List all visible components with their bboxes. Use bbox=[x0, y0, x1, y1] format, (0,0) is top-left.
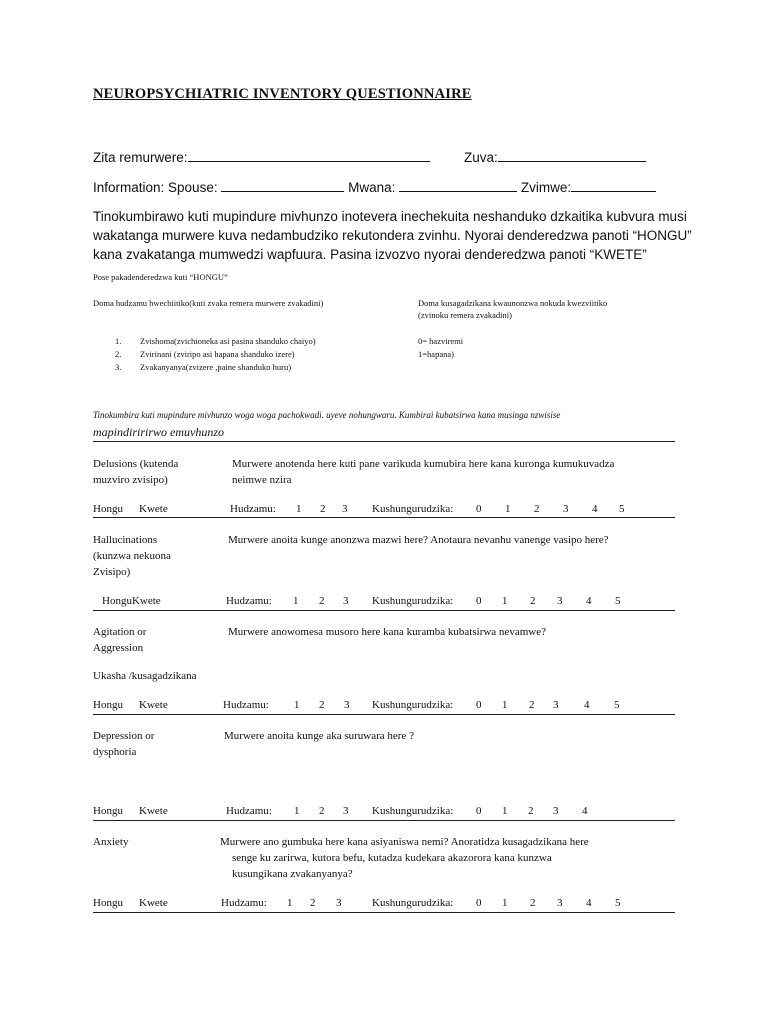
severity-3[interactable]: 3 bbox=[336, 897, 342, 909]
item-anxiety-question-2: senge ku zarirwa, kutora befu, kutadza kudekara akazorora kana kunzwa bbox=[232, 852, 552, 864]
distress-3[interactable]: 3 bbox=[553, 699, 559, 711]
spouse-line[interactable] bbox=[221, 178, 344, 192]
date-line[interactable] bbox=[498, 148, 646, 162]
distress-4[interactable]: 4 bbox=[582, 805, 588, 817]
distress-0[interactable]: 0 bbox=[476, 897, 482, 909]
child-line[interactable] bbox=[399, 178, 517, 192]
no-option[interactable]: Kwete bbox=[139, 897, 168, 909]
distress-2[interactable]: 2 bbox=[530, 897, 536, 909]
child-label: Mwana: bbox=[348, 180, 396, 195]
severity-item-2-text: Zvirinani (zviripo asi hapana shanduko izere) bbox=[140, 349, 295, 359]
yes-no-option[interactable]: HonguKwete bbox=[102, 595, 161, 607]
distress-5[interactable]: 5 bbox=[615, 595, 621, 607]
yes-option[interactable]: Hongu bbox=[93, 699, 123, 711]
distress-5[interactable]: 5 bbox=[615, 897, 621, 909]
severity-1[interactable]: 1 bbox=[296, 503, 302, 515]
other-line[interactable] bbox=[571, 178, 656, 192]
item-agitation-scale bbox=[93, 697, 675, 713]
distress-heading: Doma kusagadzikana kwaunonzwa nokuda kwezviitiko bbox=[418, 298, 608, 308]
yes-option[interactable]: Hongu bbox=[93, 805, 123, 817]
distress-3[interactable]: 3 bbox=[553, 805, 559, 817]
severity-3[interactable]: 3 bbox=[343, 805, 349, 817]
distress-item-0: 0= hazviremi bbox=[418, 336, 464, 346]
informant-row bbox=[93, 178, 656, 195]
distress-4[interactable]: 4 bbox=[584, 699, 590, 711]
distress-4[interactable]: 4 bbox=[586, 595, 592, 607]
row-divider bbox=[93, 912, 675, 913]
item-depression-question: Murwere anoita kunge aka suruwara here ? bbox=[224, 730, 414, 742]
item-delusions-question: Murwere anotenda here kuti pane varikuda kumubira here kana kuronga kumukuvadza neimwe nzira bbox=[232, 458, 615, 486]
answer-note: Tinokumbira kuti mupindure mivhunzo woga woga pachokwadi. uyeve nohungwaru. Kumbirai kubatsirwa kana musinga nzwisise bbox=[93, 410, 561, 420]
distress-2[interactable]: 2 bbox=[534, 503, 540, 515]
distress-0[interactable]: 0 bbox=[476, 595, 482, 607]
item-hallucinations-name-1: Hallucinations bbox=[93, 534, 158, 546]
distress-0[interactable]: 0 bbox=[476, 805, 482, 817]
severity-label: Hudzamu: bbox=[230, 503, 276, 515]
yes-option[interactable]: Hongu bbox=[93, 897, 123, 909]
severity-3[interactable]: 3 bbox=[344, 699, 350, 711]
intro-paragraph: Tinokumbirawo kuti mupindure mivhunzo inotevera inechekuita neshanduko dzkaitika kubvura musi wakatanga murwere kuva nedambudziko rekutondera zvinhu. Nyorai denderedzwa panoti “HONGU” kana zvakatanga mumwedzi wapfuura. Pasina izvozvo nyorai denderedzwa panoti “KWETE” bbox=[93, 209, 692, 262]
item-delusions-name-2: muzviro zvisipo) bbox=[93, 474, 168, 486]
distress-heading-2: (zvinoku remera zvakadini) bbox=[418, 310, 512, 320]
no-option[interactable]: Kwete bbox=[139, 699, 168, 711]
item-depression-scale bbox=[93, 803, 675, 819]
patient-name-label: Zita remurwere: bbox=[93, 150, 188, 165]
distress-2[interactable]: 2 bbox=[528, 805, 534, 817]
item-delusions-scale bbox=[93, 501, 675, 517]
severity-2[interactable]: 2 bbox=[319, 805, 325, 817]
distress-label: Kushungurudzika: bbox=[372, 595, 454, 607]
item-depression-name-1: Depression or bbox=[93, 730, 155, 742]
item-hallucinations-name-2: (kunzwa nekuona bbox=[93, 550, 171, 562]
distress-1[interactable]: 1 bbox=[502, 699, 508, 711]
severity-2[interactable]: 2 bbox=[310, 897, 316, 909]
item-hallucinations-scale bbox=[93, 593, 675, 609]
distress-4[interactable]: 4 bbox=[592, 503, 598, 515]
item-agitation-name-1: Agitation or bbox=[93, 626, 147, 638]
item-anxiety-scale bbox=[93, 895, 675, 911]
distress-2[interactable]: 2 bbox=[530, 595, 536, 607]
severity-2[interactable]: 2 bbox=[319, 595, 325, 607]
severity-item-3: 3. bbox=[115, 362, 122, 372]
distress-label: Kushungurudzika: bbox=[372, 805, 454, 817]
severity-1[interactable]: 1 bbox=[293, 595, 299, 607]
distress-4[interactable]: 4 bbox=[586, 897, 592, 909]
severity-1[interactable]: 1 bbox=[294, 805, 300, 817]
circle-note: Pose pakadenderedzwa kuti “HONGU” bbox=[93, 272, 228, 282]
row-divider bbox=[93, 610, 675, 611]
patient-name-line[interactable] bbox=[188, 148, 430, 162]
severity-label: Hudzamu: bbox=[223, 699, 269, 711]
item-depression-name-2: dysphoria bbox=[93, 746, 137, 758]
other-label: Zvimwe: bbox=[520, 180, 572, 195]
row-divider bbox=[93, 820, 675, 821]
distress-1[interactable]: 1 bbox=[502, 805, 508, 817]
item-delusions-name-1: Delusions (kutenda bbox=[93, 458, 179, 470]
distress-2[interactable]: 2 bbox=[529, 699, 535, 711]
patient-name-field[interactable] bbox=[93, 148, 430, 165]
no-option[interactable]: Kwete bbox=[139, 805, 168, 817]
distress-5[interactable]: 5 bbox=[614, 699, 620, 711]
distress-label: Kushungurudzika: bbox=[372, 897, 454, 909]
distress-item-1: 1=hapana) bbox=[418, 349, 454, 359]
severity-2[interactable]: 2 bbox=[320, 503, 326, 515]
answer-note-2: mapindiririrwo emuvhunzo bbox=[93, 425, 225, 439]
date-field[interactable] bbox=[464, 148, 646, 165]
severity-label: Hudzamu: bbox=[226, 595, 272, 607]
distress-5[interactable]: 5 bbox=[619, 503, 625, 515]
date-label: Zuva: bbox=[464, 150, 498, 165]
yes-option[interactable]: Hongu bbox=[93, 503, 123, 515]
item-agitation-question: Murwere anowomesa musoro here kana kuramba kubatsirwa nevamwe? bbox=[228, 626, 546, 638]
distress-3[interactable]: 3 bbox=[563, 503, 569, 515]
item-anxiety-question-1: Murwere ano gumbuka here kana asiyaniswa nemi? Anoratidza kusagadzikana here bbox=[220, 836, 589, 848]
distress-label: Kushungurudzika: bbox=[372, 503, 454, 515]
item-hallucinations-name-3: Zvisipo) bbox=[93, 566, 131, 578]
severity-1[interactable]: 1 bbox=[294, 699, 300, 711]
severity-heading: Doma hudzamu hwechiitiko(kuti zvaka remera murwere zvakadini) bbox=[93, 298, 324, 308]
severity-label: Hudzamu: bbox=[226, 805, 272, 817]
severity-item-2: 2. bbox=[115, 349, 122, 359]
row-divider bbox=[93, 517, 675, 518]
section-divider bbox=[93, 441, 675, 442]
distress-1[interactable]: 1 bbox=[502, 595, 508, 607]
item-agitation-extra: Ukasha /kusagadzikana bbox=[93, 670, 197, 682]
severity-1[interactable]: 1 bbox=[287, 897, 293, 909]
page-title: NEUROPSYCHIATRIC INVENTORY QUESTIONNAIRE bbox=[93, 86, 472, 102]
severity-label: Hudzamu: bbox=[221, 897, 267, 909]
distress-0[interactable]: 0 bbox=[476, 699, 482, 711]
distress-1[interactable]: 1 bbox=[502, 897, 508, 909]
distress-1[interactable]: 1 bbox=[505, 503, 511, 515]
row-divider bbox=[93, 714, 675, 715]
severity-3[interactable]: 3 bbox=[343, 595, 349, 607]
severity-item-1: 1. bbox=[115, 336, 122, 346]
severity-item-1-text: Zvishoma(zvichioneka asi pasina shanduko chaiyo) bbox=[140, 336, 316, 346]
spouse-label: Information: Spouse: bbox=[93, 180, 218, 195]
distress-3[interactable]: 3 bbox=[557, 595, 563, 607]
distress-3[interactable]: 3 bbox=[557, 897, 563, 909]
item-anxiety-question-3: kusungikana zvakanyanya? bbox=[232, 868, 353, 880]
item-agitation-name-2: Aggression bbox=[93, 642, 144, 654]
distress-0[interactable]: 0 bbox=[476, 503, 482, 515]
severity-3[interactable]: 3 bbox=[342, 503, 348, 515]
item-anxiety-name: Anxiety bbox=[93, 836, 129, 848]
severity-item-3-text: Zvakanyanya(zvizere ,paine shanduko huru) bbox=[140, 362, 292, 372]
distress-label: Kushungurudzika: bbox=[372, 699, 454, 711]
item-hallucinations-question: Murwere anoita kunge anonzwa mazwi here? Anotaura nevanhu vanenge vasipo here? bbox=[228, 534, 609, 546]
no-option[interactable]: Kwete bbox=[139, 503, 168, 515]
severity-2[interactable]: 2 bbox=[319, 699, 325, 711]
